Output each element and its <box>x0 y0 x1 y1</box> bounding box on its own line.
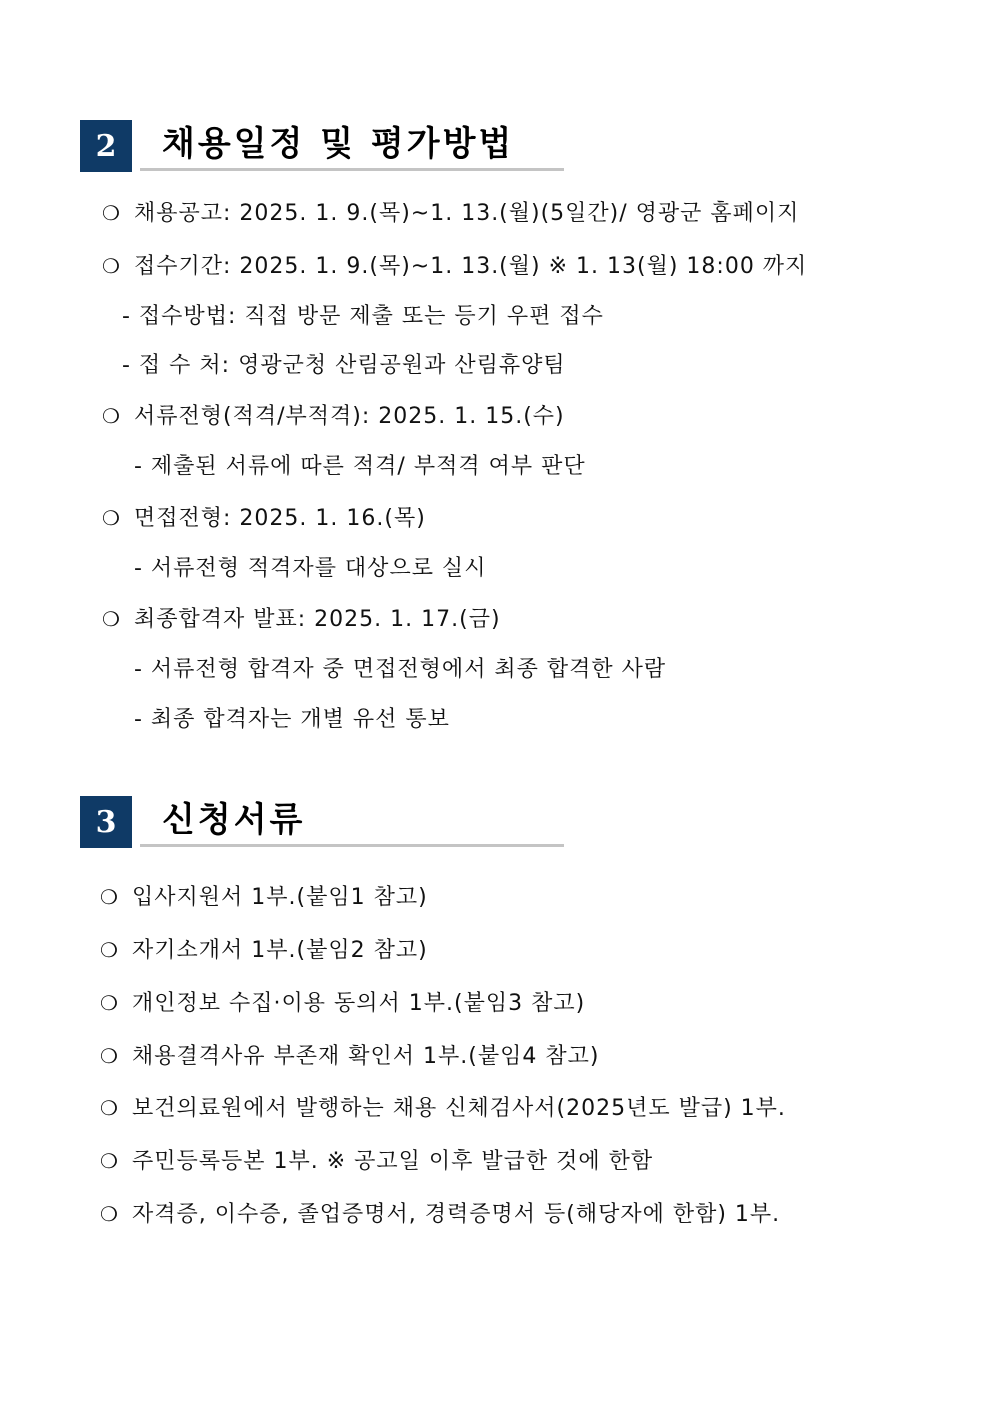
line-text: - 접수방법: 직접 방문 제출 또는 등기 우편 접수 <box>122 304 604 329</box>
circle-bullet-icon: ❍ <box>100 885 119 909</box>
circle-bullet-icon: ❍ <box>102 506 121 530</box>
line-text: 채용공고: 2025. 1. 9.(목)~1. 13.(월)(5일간)/ 영광군 홈페이지 <box>134 201 800 226</box>
section-title: 채용일정 및 평가방법 <box>162 124 515 164</box>
schedule-subline-office <box>122 351 566 381</box>
schedule-line-interview <box>102 503 426 534</box>
document-item <box>100 1199 780 1230</box>
line-text: 최종합격자 발표: 2025. 1. 17.(금) <box>134 607 501 632</box>
section-underline <box>140 844 564 847</box>
circle-bullet-icon: ❍ <box>100 1149 119 1173</box>
line-text: 입사지원서 1부.(붙임1 참고) <box>132 885 428 910</box>
line-text: - 접 수 처: 영광군청 산림공원과 산림휴양팀 <box>122 353 566 378</box>
section-number: 2 <box>80 120 132 172</box>
schedule-line-application-period <box>102 251 807 282</box>
line-text: - 제출된 서류에 따른 적격/ 부적격 여부 판단 <box>134 454 586 479</box>
line-text: 보건의료원에서 발행하는 채용 신체검사서(2025년도 발급) 1부. <box>132 1096 786 1121</box>
schedule-subline-notification <box>134 705 450 735</box>
section-2-header <box>80 120 564 172</box>
schedule-subline-method <box>122 302 604 332</box>
line-text: 채용결격사유 부존재 확인서 1부.(붙임4 참고) <box>132 1044 600 1069</box>
circle-bullet-icon: ❍ <box>100 1044 119 1068</box>
schedule-line-announcement <box>102 198 799 229</box>
document-item <box>100 882 428 913</box>
document-item <box>100 1041 599 1072</box>
section-title: 신청서류 <box>162 800 306 840</box>
circle-bullet-icon: ❍ <box>100 938 119 962</box>
circle-bullet-icon: ❍ <box>102 607 121 631</box>
schedule-subline-final-detail <box>134 655 666 685</box>
circle-bullet-icon: ❍ <box>102 254 121 278</box>
schedule-line-final-announcement <box>102 604 501 635</box>
line-text: 자격증, 이수증, 졸업증명서, 경력증명서 등(해당자에 한함) 1부. <box>132 1202 781 1227</box>
section-3-header <box>80 796 564 848</box>
line-text: - 서류전형 합격자 중 면접전형에서 최종 합격한 사람 <box>134 657 667 682</box>
document-item <box>100 988 585 1019</box>
line-text: 서류전형(적격/부적격): 2025. 1. 15.(수) <box>134 404 565 429</box>
circle-bullet-icon: ❍ <box>100 1202 119 1226</box>
line-text: - 최종 합격자는 개별 유선 통보 <box>134 707 450 732</box>
line-text: - 서류전형 적격자를 대상으로 실시 <box>134 556 487 581</box>
section-underline <box>140 168 564 171</box>
section-number: 3 <box>80 796 132 848</box>
line-text: 자기소개서 1부.(붙임2 참고) <box>132 938 428 963</box>
circle-bullet-icon: ❍ <box>102 201 121 225</box>
document-item <box>100 1146 653 1177</box>
circle-bullet-icon: ❍ <box>100 1096 119 1120</box>
circle-bullet-icon: ❍ <box>102 404 121 428</box>
line-text: 접수기간: 2025. 1. 9.(목)~1. 13.(월) ※ 1. 13(월) 18:00 까지 <box>134 254 808 279</box>
schedule-subline-screening-detail <box>134 452 586 482</box>
document-item <box>100 935 428 966</box>
line-text: 면접전형: 2025. 1. 16.(목) <box>134 506 426 531</box>
document-item <box>100 1093 786 1124</box>
line-text: 주민등록등본 1부. ※ 공고일 이후 발급한 것에 한함 <box>132 1149 654 1174</box>
circle-bullet-icon: ❍ <box>100 991 119 1015</box>
line-text: 개인정보 수집·이용 동의서 1부.(붙임3 참고) <box>132 991 586 1016</box>
schedule-line-document-screening <box>102 401 565 432</box>
schedule-subline-interview-detail <box>134 554 486 584</box>
